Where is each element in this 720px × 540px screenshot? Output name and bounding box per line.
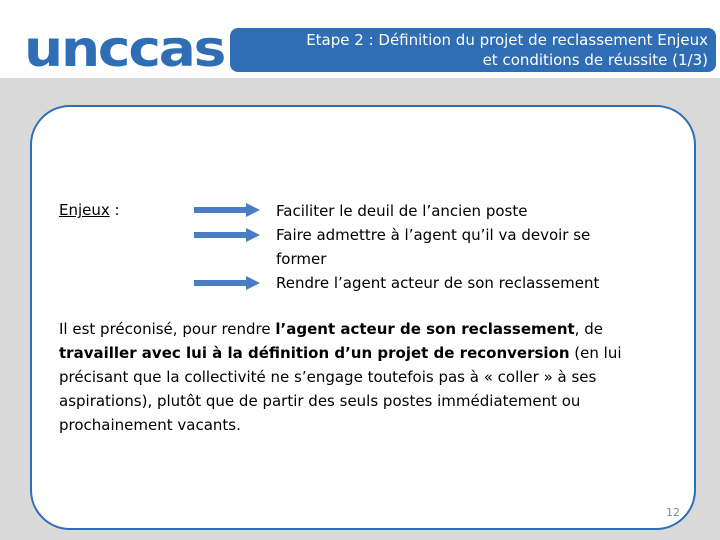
page-number: 12 [666,506,680,519]
paragraph-bold-text: l’agent acteur de son reclassement [275,320,575,338]
enjeux-label-colon: : [109,201,120,219]
enjeux-item: former [276,250,327,268]
enjeux-label-text: Enjeux [59,201,110,219]
paragraph-text: Il est préconisé, pour rendre [59,320,276,338]
enjeux-label [59,200,120,220]
enjeux-item: Faciliter le deuil de l’ancien poste [276,202,528,220]
recommendation-paragraph [59,317,649,437]
unccas-logo: unccas [24,20,225,78]
right-arrow-icon [194,203,260,217]
enjeux-item: Rendre l’agent acteur de son reclassement [276,274,600,292]
paragraph-bold-text: travailler avec lui à la définition d’un projet de reconversion [59,344,570,362]
paragraph-text: , de [574,320,603,338]
right-arrow-icon [194,228,260,242]
slide-title-line-1: Etape 2 : Définition du projet de reclassement Enjeux [306,31,708,49]
paragraph-text: (en lui précisant que la collectivité ne s’engage toutefois pas à « coller » à ses aspirations), plutôt que de partir des seuls postes immédiatement ou prochainement vacants. [59,344,622,434]
enjeux-item: Faire admettre à l’agent qu’il va devoir se [276,226,591,244]
slide-title-line-2: et conditions de réussite (1/3) [482,51,708,69]
slide-title-box [230,28,716,72]
right-arrow-icon [194,276,260,290]
enjeux-list [276,199,636,295]
